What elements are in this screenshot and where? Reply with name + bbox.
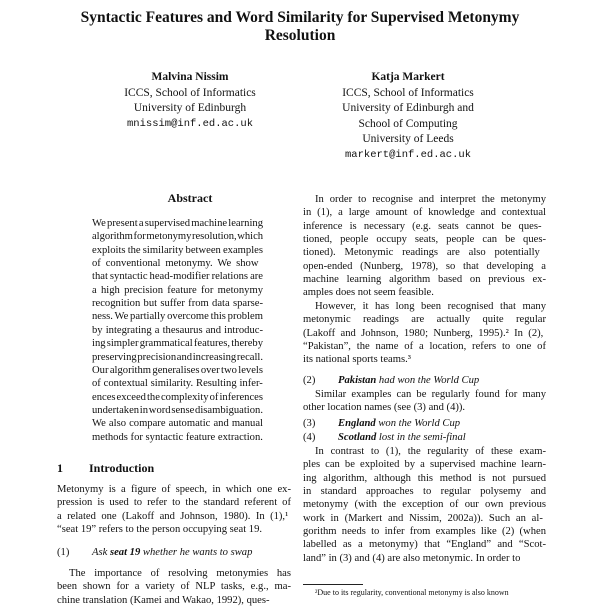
author-affiliation: ICCS, School of Informatics xyxy=(124,86,256,99)
example-4-sentence: Scotland lost in the semi-final xyxy=(338,432,466,443)
intro-paragraph-line: Metonymy is a figure of speech, in which one ex- xyxy=(57,484,291,495)
right-paragraph-line: ing algorithm, although this method is not pursued xyxy=(303,472,546,484)
author-affiliation: University of Edinburgh and xyxy=(342,102,474,115)
abstract-line: Our algorithm generalises over two levels xyxy=(92,364,263,376)
right-paragraph-line: In contrast to (1), the regularity of these exam- xyxy=(315,446,546,457)
author-email: mnissim@inf.ed.ac.uk xyxy=(126,117,254,130)
abstract-line: ness. We partially overcome this problem xyxy=(92,311,263,323)
metonymy-target: England xyxy=(338,418,376,429)
author-affiliation: University of Leeds xyxy=(362,133,454,146)
abstract-line: ing simpler grammatical features, thereby xyxy=(92,338,263,350)
right-paragraph-line: open-ended (Nunberg, 1978), so that developing a xyxy=(303,260,546,272)
right-paragraph-line: machine learning algorithm based on previous ex- xyxy=(303,274,546,286)
abstract-line: a high precision feature for metonymy xyxy=(92,284,263,296)
example-3-sentence: England won the World Cup xyxy=(338,418,461,429)
metonymy-target: seat 19 xyxy=(109,547,141,558)
right-paragraph-line: ples can be exploited by a supervised machine learn- xyxy=(303,459,546,471)
section-number: 1 xyxy=(57,461,63,475)
metonymy-target: Scotland xyxy=(338,432,377,443)
right-paragraph-line: In order to recognise and interpret the metonymy xyxy=(315,194,546,205)
right-paragraph-line: in standard approaches to regular polysemy and xyxy=(303,486,546,498)
abstract-line: of contextual similarity. Resulting infer- xyxy=(92,378,263,390)
intro-paragraph-line: chine translation (Kamei and Wakao, 1992), ques- xyxy=(57,594,270,606)
author-name: Malvina Nissim xyxy=(151,71,229,83)
paper-title-line-2: Resolution xyxy=(264,27,336,44)
abstract-line: by integrating a thesaurus and introduc- xyxy=(92,324,263,336)
example-2-number: (2) xyxy=(303,375,316,386)
abstract-line: We also compare automatic and manual xyxy=(92,418,263,430)
abstract-line: recognition but suffer from data sparse- xyxy=(92,298,263,310)
example-3-number: (3) xyxy=(303,418,316,429)
author-affiliation: University of Edinburgh xyxy=(133,102,247,115)
right-paragraph-line: other location names (see (3) and (4)). xyxy=(303,402,466,414)
abstract-line: algorithm for metonymy resolution, which xyxy=(92,231,263,243)
footnote: ²Due to its regularity, conventional metonymy is also known xyxy=(315,588,509,597)
right-paragraph-line: inference is necessary (e.g. seats cannot be ques- xyxy=(303,220,542,232)
abstract-line: preserving precision and increasing recall. xyxy=(92,351,263,363)
example-2-sentence: Pakistan had won the World Cup xyxy=(338,375,480,386)
right-paragraph-line: Similar examples can be regularly found for many xyxy=(315,389,546,400)
author-affiliation: ICCS, School of Informatics xyxy=(342,86,474,99)
section-heading: Introduction xyxy=(89,461,155,475)
abstract-line: of conventional metonymy. We show xyxy=(92,258,259,270)
abstract-line: We present a supervised machine learning xyxy=(92,218,263,229)
example-1-number: (1) xyxy=(57,547,70,558)
right-paragraph-line: work in (Markert and Nissim, 2002a)). Such an al- xyxy=(303,512,543,524)
intro-paragraph-line: a related one (Lakoff and Johnson, 1980). In (1),¹ xyxy=(57,510,289,522)
intro-paragraph-line: pression is used to refer to the standard referent of xyxy=(57,497,291,509)
right-paragraph-line: land” in (3) and (4) are also metonymic. In order to xyxy=(303,552,521,564)
intro-paragraph-line: The importance of resolving metonymies has xyxy=(69,568,291,579)
right-paragraph-line: tioned, people occupy seats, people can be ques- xyxy=(303,234,546,246)
right-paragraph-line: its national sports teams.³ xyxy=(303,354,411,366)
paper-title-line-1: Syntactic Features and Word Similarity for Supervised Metonymy xyxy=(80,9,520,26)
right-paragraph-line: tioned). Metonymic readings are also potentially xyxy=(303,247,540,259)
abstract-line: methods for syntactic feature extraction. xyxy=(92,431,263,443)
abstract-line: undertaken in word sense disambiguation. xyxy=(92,404,263,416)
abstract-heading: Abstract xyxy=(167,191,213,205)
metonymy-target: Pakistan xyxy=(338,375,377,386)
right-paragraph-line: in (1), a large amount of knowledge and contextual xyxy=(303,207,546,219)
right-paragraph-line: metonymic readings are actually quite regular xyxy=(303,314,546,326)
example-1-sentence: Ask seat 19 whether he wants to swap xyxy=(92,547,253,558)
author-block-2 xyxy=(298,70,518,164)
author-block-1 xyxy=(80,70,300,132)
right-paragraph-line: amples does not seem feasible. xyxy=(303,287,434,299)
example-4-number: (4) xyxy=(303,432,316,443)
right-paragraph-line: labelled as a metonymy) that “England” and “Scot- xyxy=(303,539,546,551)
abstract-line: exploits the similarity between examples xyxy=(92,244,263,256)
author-name: Katja Markert xyxy=(371,71,445,83)
abstract-line: ences exceed the complexity of inferences xyxy=(92,391,263,403)
right-paragraph-line: “Pakistan”, the name of a location, refers to one of xyxy=(303,341,546,353)
abstract-line: that syntactic head-modifier relations are xyxy=(92,271,263,283)
right-paragraph-line: metonymy (with the exception of our own previous xyxy=(303,499,546,511)
right-paragraph-line: gorithm needs to infer from examples like (2) (when xyxy=(303,526,546,538)
right-paragraph-line: However, it has long been recognised that many xyxy=(315,301,546,312)
author-email: markert@inf.ed.ac.uk xyxy=(344,148,472,161)
intro-paragraph-line: “seat 19” refers to the person occupying seat 19. xyxy=(57,524,263,536)
footnote-rule xyxy=(303,584,363,585)
right-paragraph-line: (Lakoff and Johnson, 1980; Nunberg, 1995).² In (2), xyxy=(303,327,544,339)
author-affiliation: School of Computing xyxy=(358,117,458,130)
intro-paragraph-line: been shown for a variety of NLP tasks, e.g., ma- xyxy=(57,581,291,593)
